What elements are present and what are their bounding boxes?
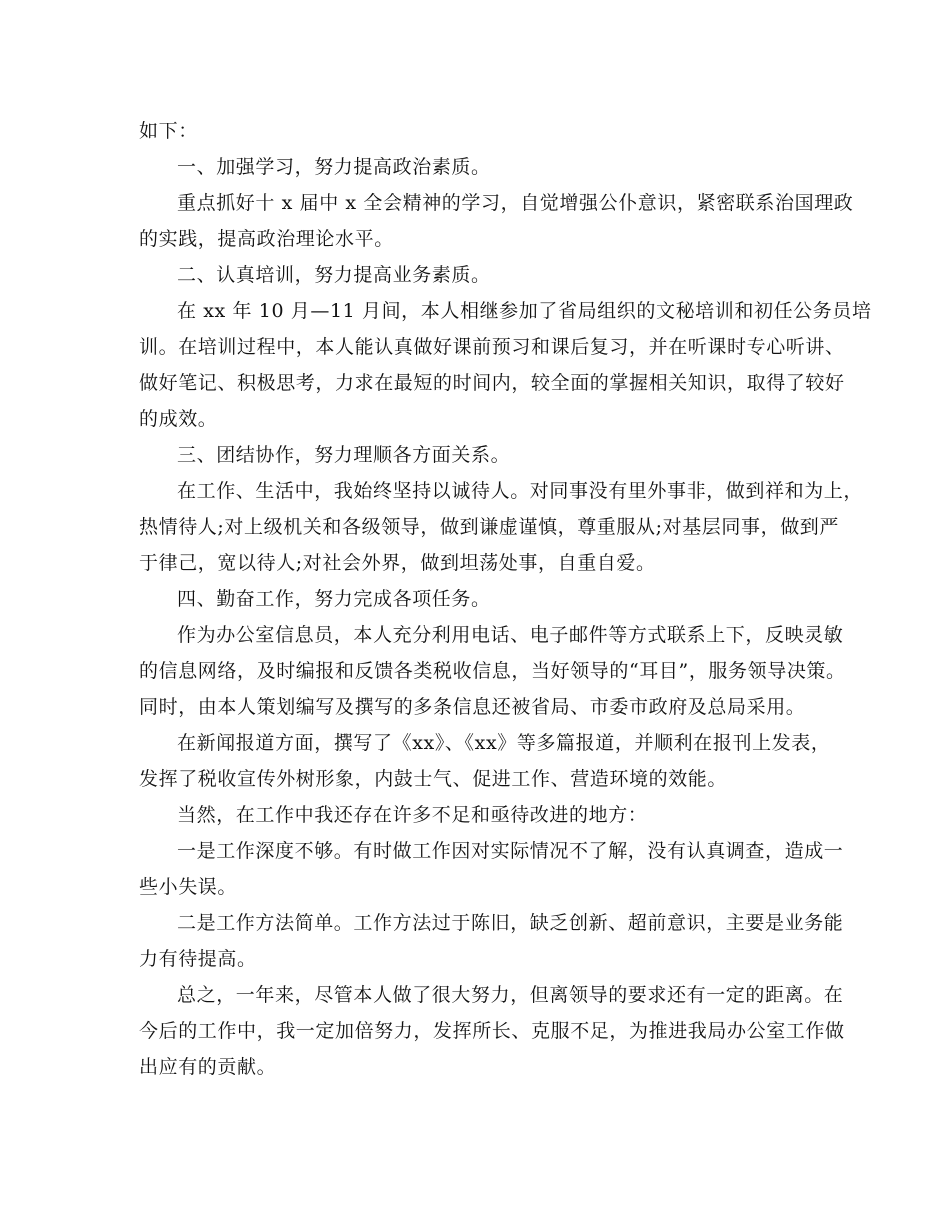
text-line: 在 xx 年 10 月—11 月间，本人相继参加了省局组织的文秘培训和初任公务员培 (177, 300, 872, 322)
text-line: 的信息网络，及时编报和反馈各类税收信息，当好领导的“耳目”，服务领导决策。 (139, 660, 846, 682)
text-line: 今后的工作中，我一定加倍努力，发挥所长、克服不足，为推进我局办公室工作做 (139, 1020, 845, 1042)
text-line: 在工作、生活中，我始终坚持以诚待人。对同事没有里外事非，做到祥和为上， (177, 480, 864, 502)
text-line: 训。在培训过程中，本人能认真做好课前预习和课后复习，并在听课时专心听讲、 (139, 336, 845, 358)
text-line: 作为办公室信息员，本人充分利用电话、电子邮件等方式联系上下，反映灵敏 (177, 624, 844, 646)
text-line: 的实践，提高政治理论水平。 (139, 228, 394, 250)
text-line: 于律己，宽以待人;对社会外界，做到坦荡处事，自重自爱。 (139, 552, 656, 574)
text-line: 做好笔记、积极思考，力求在最短的时间内，较全面的掌握相关知识，取得了较好 (139, 372, 845, 394)
text-line: 一是工作深度不够。有时做工作因对实际情况不了解，没有认真调查，造成一 (177, 840, 844, 862)
text-line: 发挥了税收宣传外树形象，内鼓士气、促进工作、营造环境的效能。 (139, 768, 728, 790)
text-line: 当然，在工作中我还存在许多不足和亟待改进的地方： (177, 804, 648, 826)
text-line: 同时，由本人策划编写及撰写的多条信息还被省局、市委市政府及总局采用。 (139, 696, 806, 718)
text-line: 出应有的贡献。 (139, 1056, 277, 1078)
text-line: 如下： (139, 120, 198, 142)
text-line: 的成效。 (139, 408, 218, 430)
text-line: 些小失误。 (139, 876, 238, 898)
section-heading: 三、团结协作，努力理顺各方面关系。 (177, 444, 511, 466)
text-line: 在新闻报道方面，撰写了《xx》、《xx》等多篇报道，并顺利在报刊上发表， (177, 732, 831, 754)
document-body (139, 113, 872, 1085)
text-line: 二是工作方法简单。工作方法过于陈旧，缺乏创新、超前意识，主要是业务能 (177, 912, 844, 934)
text-line: 力有待提高。 (139, 948, 257, 970)
section-heading: 一、加强学习，努力提高政治素质。 (177, 156, 491, 178)
text-line: 重点抓好十 x 届中 x 全会精神的学习，自觉增强公仆意识，紧密联系治国理政 (177, 192, 854, 214)
section-heading: 二、认真培训，努力提高业务素质。 (177, 264, 491, 286)
text-line: 热情待人;对上级机关和各级领导，做到谦虚谨慎，尊重服从;对基层同事，做到严 (139, 516, 840, 538)
section-heading: 四、勤奋工作，努力完成各项任务。 (177, 588, 491, 610)
text-line: 总之，一年来，尽管本人做了很大努力，但离领导的要求还有一定的距离。在 (177, 984, 844, 1006)
